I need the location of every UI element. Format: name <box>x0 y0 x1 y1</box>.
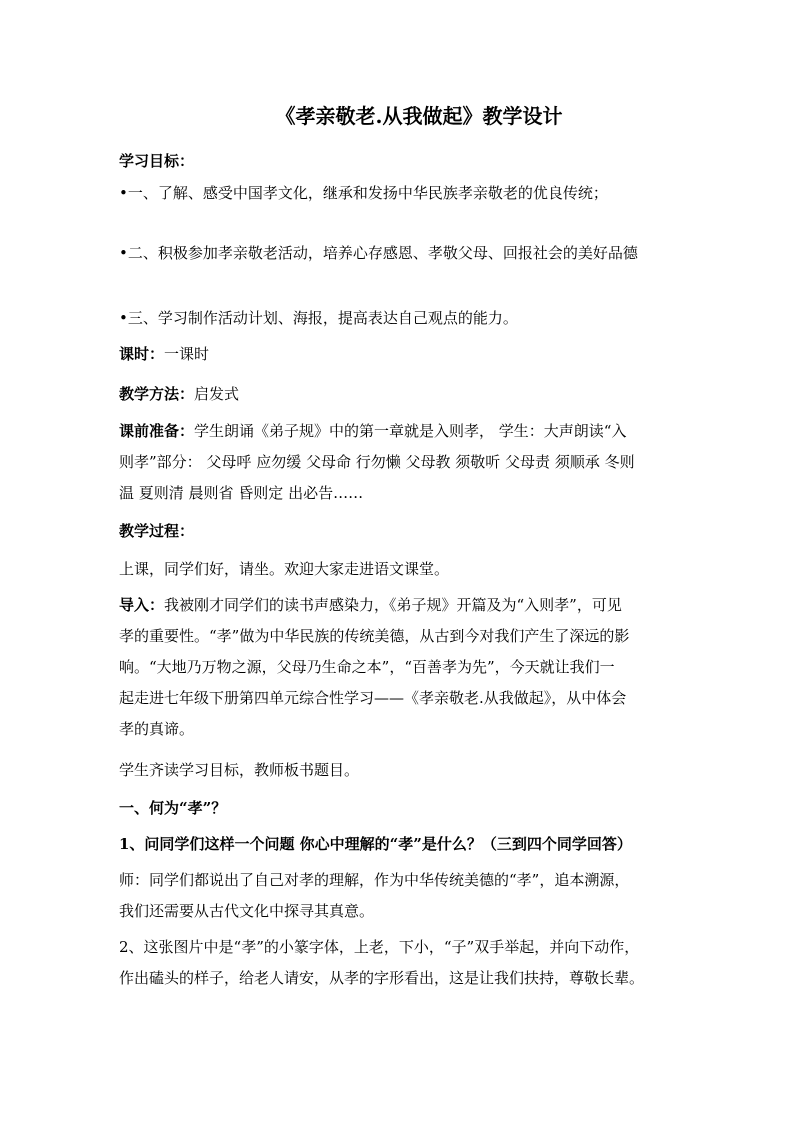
preparation-paragraph <box>119 416 675 509</box>
intro-line-1: 我被刚才同学们的读书声感染力，《弟子规》开篇及为“入则孝”，可见 <box>164 596 622 614</box>
teacher-line-1: 师：同学们都说出了自己对孝的理解，作为中华传统美德的“孝”，追本溯源， <box>119 871 630 889</box>
teacher-paragraph <box>119 865 675 927</box>
intro-line-2: 孝的重要性。“孝”做为中华民族的传统美德，从古到今对我们产生了深远的影 <box>119 627 630 645</box>
teacher-line-2: 我们还需要从古代文化中探寻其真意。 <box>119 902 375 920</box>
teaching-method <box>119 383 239 405</box>
preparation-line-3: 温 夏则清 晨则省 昏则定 出必告…… <box>119 484 364 502</box>
section1-heading: 一、何为“孝”？ <box>119 799 227 817</box>
intro-paragraph <box>119 590 675 745</box>
preparation-line-2: 则孝”部分： 父母呼 应勿缓 父母命 行勿懒 父母教 须敬听 父母责 须顺承 冬则 <box>119 453 635 471</box>
section1-question-1: 1、问同学们这样一个问题 你心中理解的“孝”是什么？（三到四个同学回答） <box>119 835 632 853</box>
objective-item-3: •三、学习制作活动计划、海报，提高表达自己观点的能力。 <box>119 309 518 327</box>
objective-item-1: •一、了解、感受中国孝文化，继承和发扬中华民族孝亲敬老的优良传统； <box>119 184 608 202</box>
preparation-label: 课前准备： <box>119 422 195 440</box>
intro-line-4: 起走进七年级下册第四单元综合性学习——《孝亲敬老.从我做起》，从中体会 <box>119 689 627 707</box>
process-heading: 教学过程： <box>119 522 195 540</box>
greeting-line: 上课，同学们好，请坐。欢迎大家走进语文课堂。 <box>119 560 450 578</box>
class-hours-value: 一课时 <box>164 345 210 363</box>
class-hours <box>119 343 209 365</box>
read-aloud-line: 学生齐读学习目标，教师板书题目。 <box>119 761 360 779</box>
teaching-method-value: 启发式 <box>194 385 240 403</box>
intro-line-5: 孝的真谛。 <box>119 720 195 738</box>
objectives-heading: 学习目标： <box>119 152 195 170</box>
objective-item-2: •二、积极参加孝亲敬老活动，培养心存感恩、孝敬父母、回报社会的美好品德 <box>119 244 638 262</box>
teaching-method-label: 教学方法： <box>119 385 195 403</box>
character-paragraph <box>119 932 675 994</box>
character-line-1: 2、这张图片中是“孝”的小篆字体，上老，下小，“子”双手举起，并向下动作， <box>119 938 640 956</box>
character-line-2: 作出磕头的样子，给老人请安，从孝的字形看出，这是让我们扶持，尊敬长辈。 <box>119 969 645 987</box>
intro-line-3: 响。“大地乃万物之源，父母乃生命之本”，“百善孝为先”，今天就让我们一 <box>119 658 615 676</box>
intro-label: 导入： <box>119 596 165 614</box>
class-hours-label: 课时： <box>119 345 165 363</box>
preparation-line-1: 学生朗诵《弟子规》中的第一章就是入则孝， 学生：大声朗读“入 <box>194 422 627 440</box>
document-title: 《孝亲敬老.从我做起》教学设计 <box>275 104 563 128</box>
